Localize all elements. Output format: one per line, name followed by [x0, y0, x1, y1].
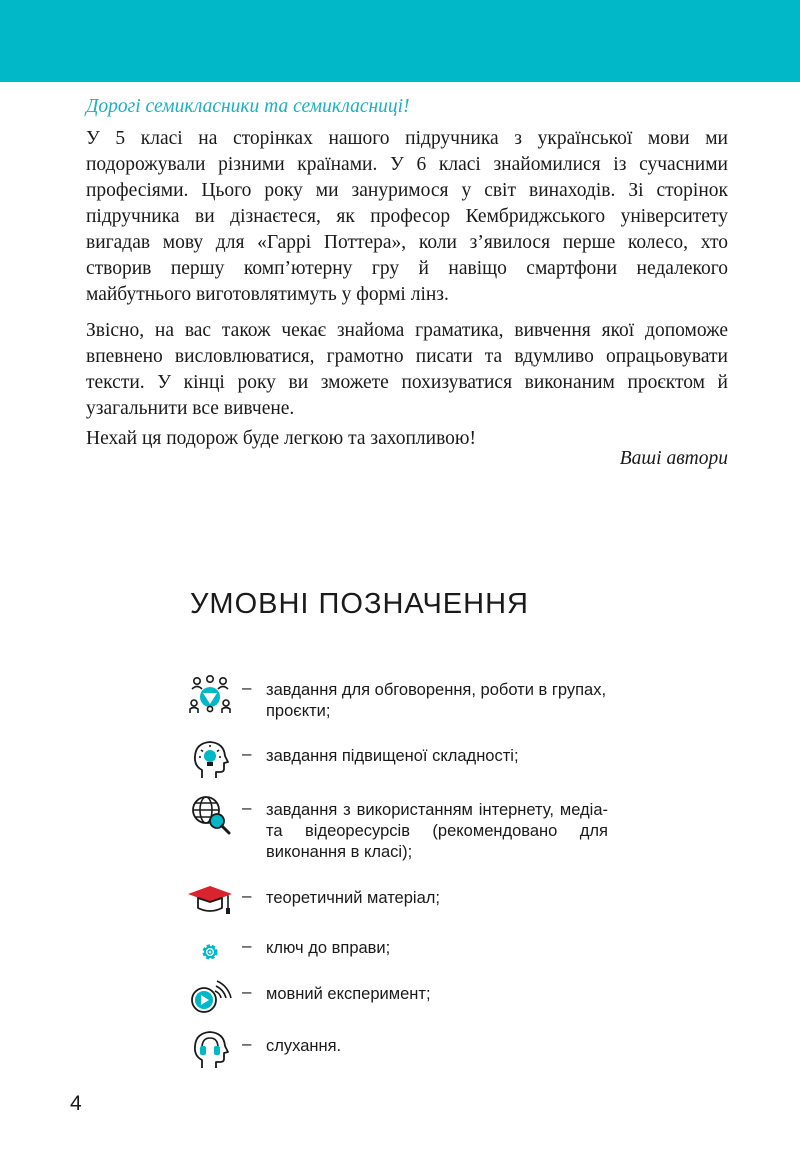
legend-dash: –	[242, 936, 252, 955]
globe-search-icon	[186, 792, 234, 836]
intro-paragraph-2: Звісно, на вас також чекає знайома граматика, вивчення якої допоможе впевнено висловлюватися, грамотно писати та вдумливо опрацьовувати тексти. У кінці року ви зможете похизуватися виконаним проєктом й узагальнити все вивчене.	[86, 320, 728, 419]
legend-dash: –	[242, 798, 252, 817]
legend-text: слухання.	[266, 1037, 342, 1055]
lightbulb-head-icon	[186, 738, 234, 782]
legend-text: мовний експеримент;	[266, 985, 431, 1003]
legend-text: завдання для обговорення, роботи в групах, проєкти;	[266, 681, 607, 720]
legend-dash: –	[242, 744, 252, 763]
page-number: 4	[70, 1092, 82, 1115]
legend-dash: –	[242, 982, 252, 1001]
legend-dash: –	[242, 886, 252, 905]
legend-text: завдання підвищеної складності;	[266, 747, 519, 765]
greeting-heading: Дорогі семикласники та семикласниці!	[86, 96, 410, 117]
headphones-head-icon	[186, 1028, 234, 1072]
legend-dash: –	[242, 1034, 252, 1053]
graduation-cap-icon	[186, 880, 234, 924]
legend-text: теоретичний матеріал;	[266, 889, 440, 907]
legend-text: ключ до вправи;	[266, 939, 391, 957]
play-signal-icon	[186, 976, 234, 1020]
top-accent-band	[0, 0, 800, 82]
gear-key-icon	[186, 930, 234, 974]
legend-dash: –	[242, 678, 252, 697]
group-discussion-icon	[186, 672, 234, 716]
legend-text: завдання з використанням інтернету, медіа- та відеоресурсів (рекомендовано для виконання в класі);	[266, 801, 608, 861]
intro-paragraph-3: Нехай ця подорож буде легкою та захопливою!	[86, 428, 476, 449]
legend-title: УМОВНІ ПОЗНАЧЕННЯ	[190, 588, 529, 620]
intro-paragraph-1: У 5 класі на сторінках нашого підручника з української мови ми подорожували різними країнами. У 6 класі знайомилися із сучасними професіями. Цього року ми зануримося у світ винаходів. Зі сторінок підручника ви дізнаєтеся, як професор Кембриджського університету вигадав мову для «Гаррі Поттера», коли з’явилося перше колесо, хто створив першу комп’ютерну гру й навіщо смартфони недалекого майбутнього виготовлятимуть у формі лінз.	[86, 128, 728, 305]
authors-signature: Ваші автори	[619, 448, 728, 469]
